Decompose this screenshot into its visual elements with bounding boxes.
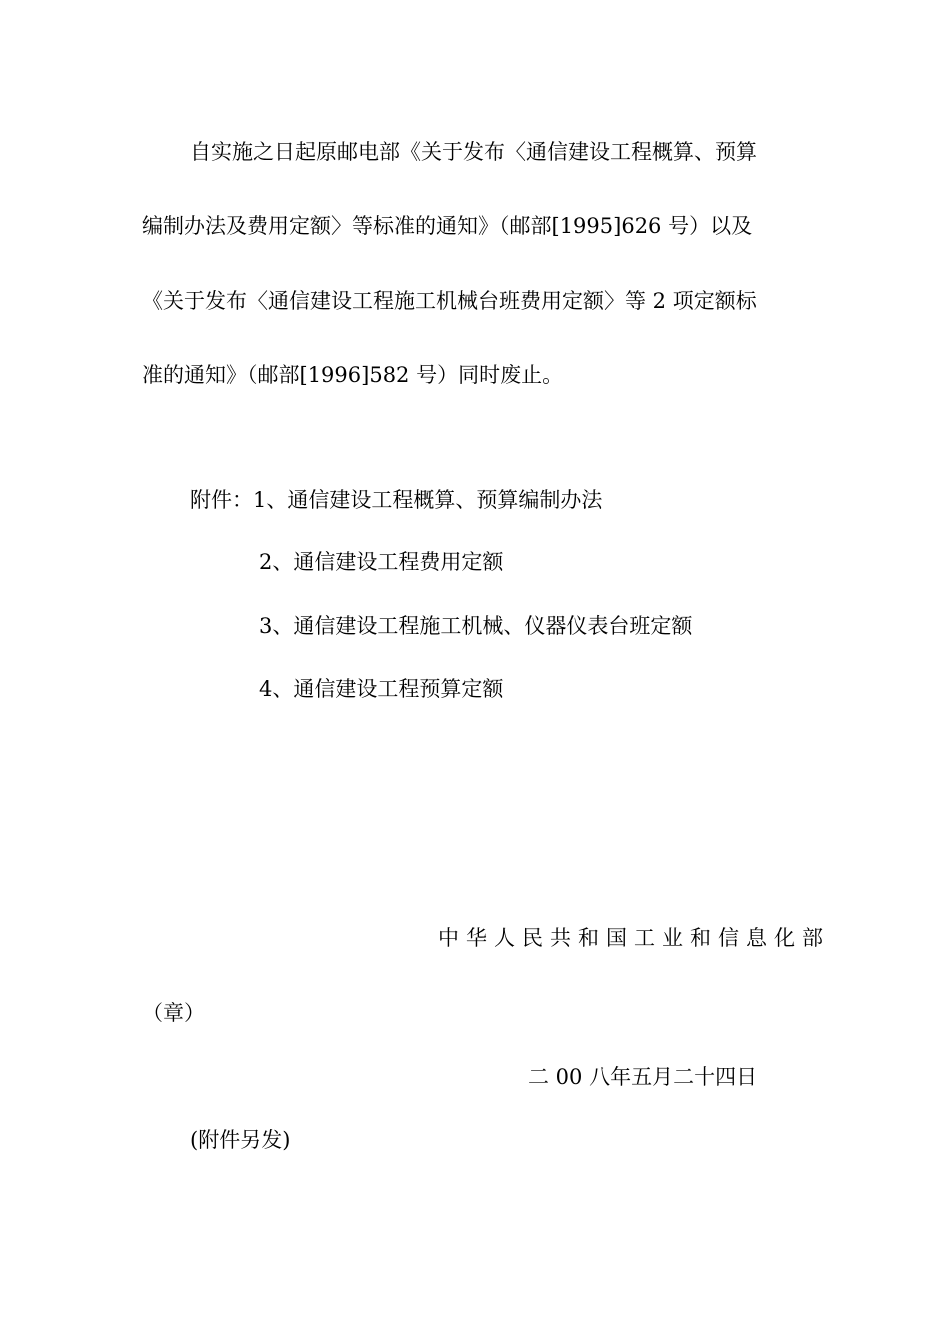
paragraph-line: 准的通知》（邮部[1996]582 号）同时废止。 [142, 363, 564, 387]
paragraph-line: 自实施之日起原邮电部《关于发布〈通信建设工程概算、预算 [190, 140, 757, 164]
issuer-name: 中华人民共和国工业和信息化部 [438, 926, 830, 950]
attachment-item: 3、通信建设工程施工机械、仪器仪表台班定额 [259, 614, 693, 638]
attachments-first-line [190, 487, 602, 513]
attachment-item: 2、通信建设工程费用定额 [259, 550, 504, 574]
attachment-item: 4、通信建设工程预算定额 [259, 677, 504, 701]
seal-note: （章） [142, 1001, 205, 1025]
paragraph-line: 《关于发布〈通信建设工程施工机械台班费用定额〉等 2 项定额标 [142, 289, 757, 313]
sign-date: 二 00 八年五月二十四日 [528, 1065, 758, 1089]
attachments-label: 附件： [190, 488, 253, 512]
paragraph-line: 编制办法及费用定额〉等标准的通知》（邮部[1995]626 号）以及 [142, 214, 753, 238]
attachment-note: (附件另发) [190, 1128, 291, 1152]
attachment-item: 1、通信建设工程概算、预算编制办法 [253, 488, 603, 512]
